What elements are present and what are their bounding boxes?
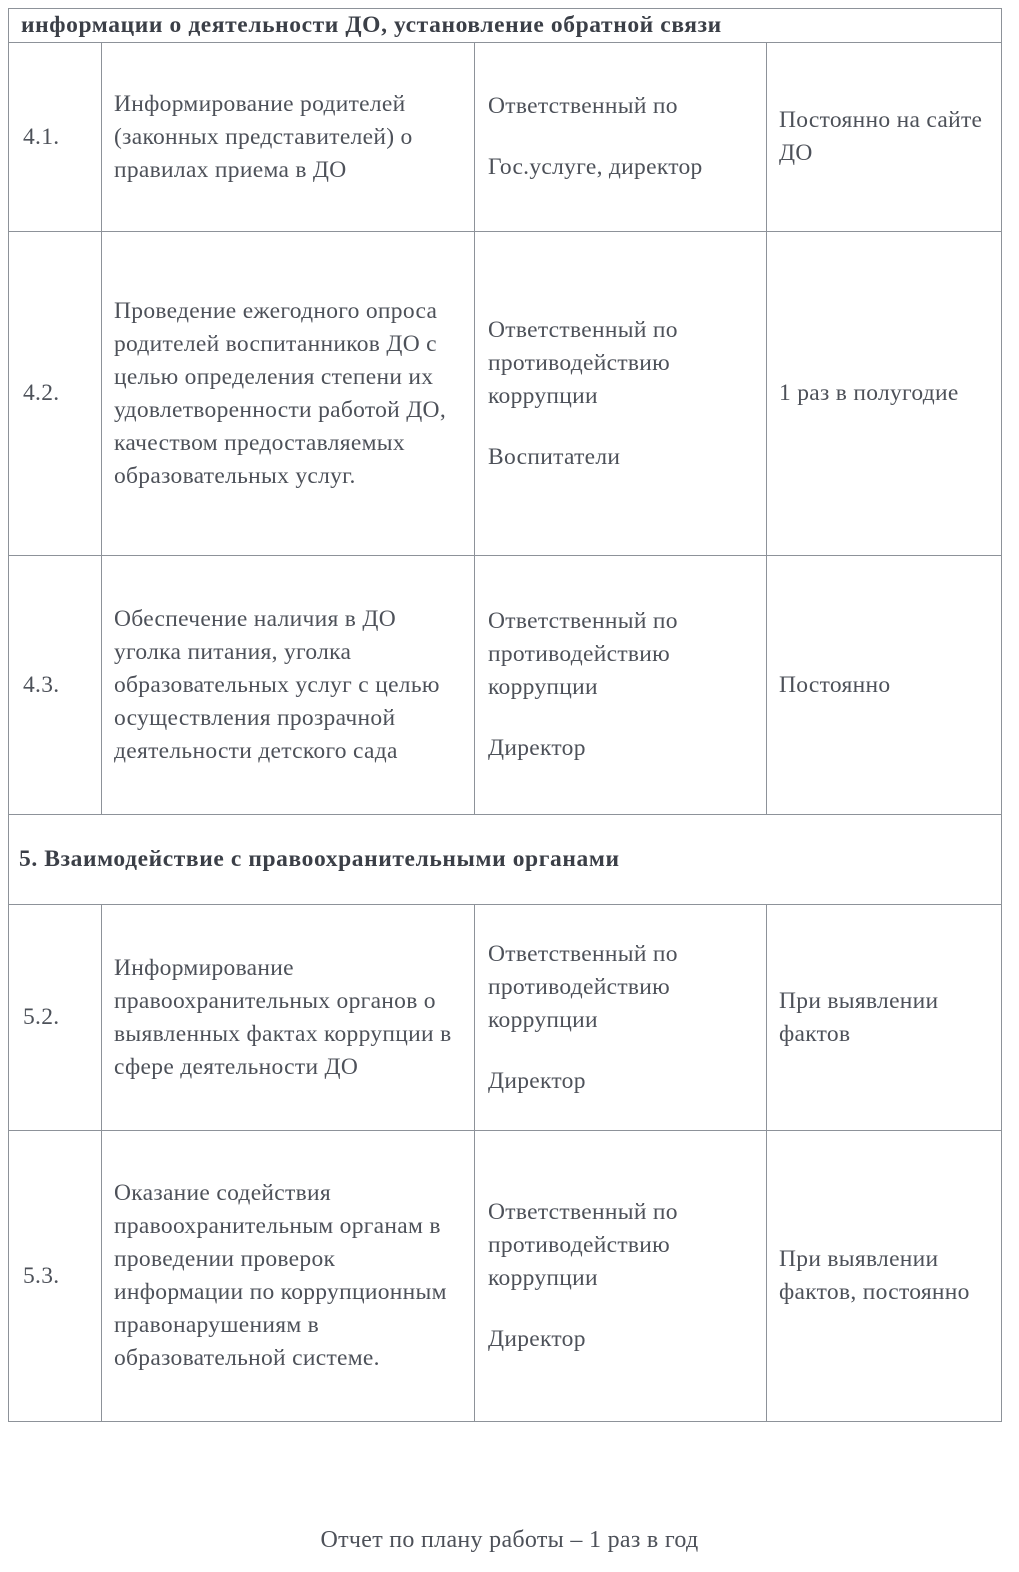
term-text: Постоянно xyxy=(767,556,1002,815)
section-5-header: 5. Взаимодействие с правоохранительными органами xyxy=(9,815,1002,905)
responsible-person: Директор xyxy=(488,1326,586,1352)
row-number: 4.1. xyxy=(9,43,102,232)
term-text: При выявлении фактов xyxy=(767,905,1002,1131)
responsible-cell xyxy=(475,232,767,556)
row-number: 4.3. xyxy=(9,556,102,815)
action-text: Оказание содействия правоохранительным органам в проведении проверок информации по коррупционным правонарушениям в образовательной системе. xyxy=(102,1131,475,1422)
responsible-cell xyxy=(475,556,767,815)
responsible-person: Директор xyxy=(488,1067,586,1094)
term-text: При выявлении фактов, постоянно xyxy=(767,1131,1002,1422)
responsible-cell xyxy=(475,1131,767,1422)
responsible-cell xyxy=(475,43,767,232)
action-text: Информирование родителей (законных представителей) о правилах приема в ДО xyxy=(102,43,475,232)
responsible-person: Директор xyxy=(488,735,586,761)
table-row xyxy=(9,556,1002,815)
row-number: 5.3. xyxy=(9,1131,102,1422)
responsible-role: Ответственный по противодействию коррупции xyxy=(488,940,678,1033)
action-text: Обеспечение наличия в ДО уголка питания, уголка образовательных услуг с целью осуществления прозрачной деятельности детского сада xyxy=(102,556,475,815)
section-4-header-row xyxy=(9,9,1002,43)
responsible-role: Ответственный по противодействию коррупции xyxy=(488,608,678,700)
row-number: 4.2. xyxy=(9,232,102,556)
section-4-header: информации о деятельности ДО, установление обратной связи xyxy=(9,9,1002,43)
action-text: Проведение ежегодного опроса родителей воспитанников ДО с целью определения степени их удовлетворенности работой ДО, качеством предоставляемых образовательных услуг. xyxy=(102,232,475,556)
responsible-role: Ответственный по противодействию коррупции xyxy=(488,316,678,409)
section-5-header-row xyxy=(9,815,1002,905)
responsible-role: Ответственный по противодействию коррупции xyxy=(488,1199,678,1291)
responsible-person: Гос.услуге, директор xyxy=(488,154,703,180)
term-text: Постоянно на сайте ДО xyxy=(767,43,1002,232)
responsible-cell xyxy=(475,905,767,1131)
table-row xyxy=(9,43,1002,232)
report-footer-note: Отчет по плану работы – 1 раз в год xyxy=(320,1527,699,1553)
anti-corruption-plan-table xyxy=(8,8,1002,1422)
responsible-role: Ответственный по xyxy=(488,93,678,119)
table-row xyxy=(9,232,1002,556)
responsible-person: Воспитатели xyxy=(488,443,621,470)
table-row xyxy=(9,1131,1002,1422)
action-text: Информирование правоохранительных органов о выявленных фактах коррупции в сфере деятельности ДО xyxy=(102,905,475,1131)
row-number: 5.2. xyxy=(9,905,102,1131)
term-text: 1 раз в полугодие xyxy=(767,232,1002,556)
table-row xyxy=(9,905,1002,1131)
